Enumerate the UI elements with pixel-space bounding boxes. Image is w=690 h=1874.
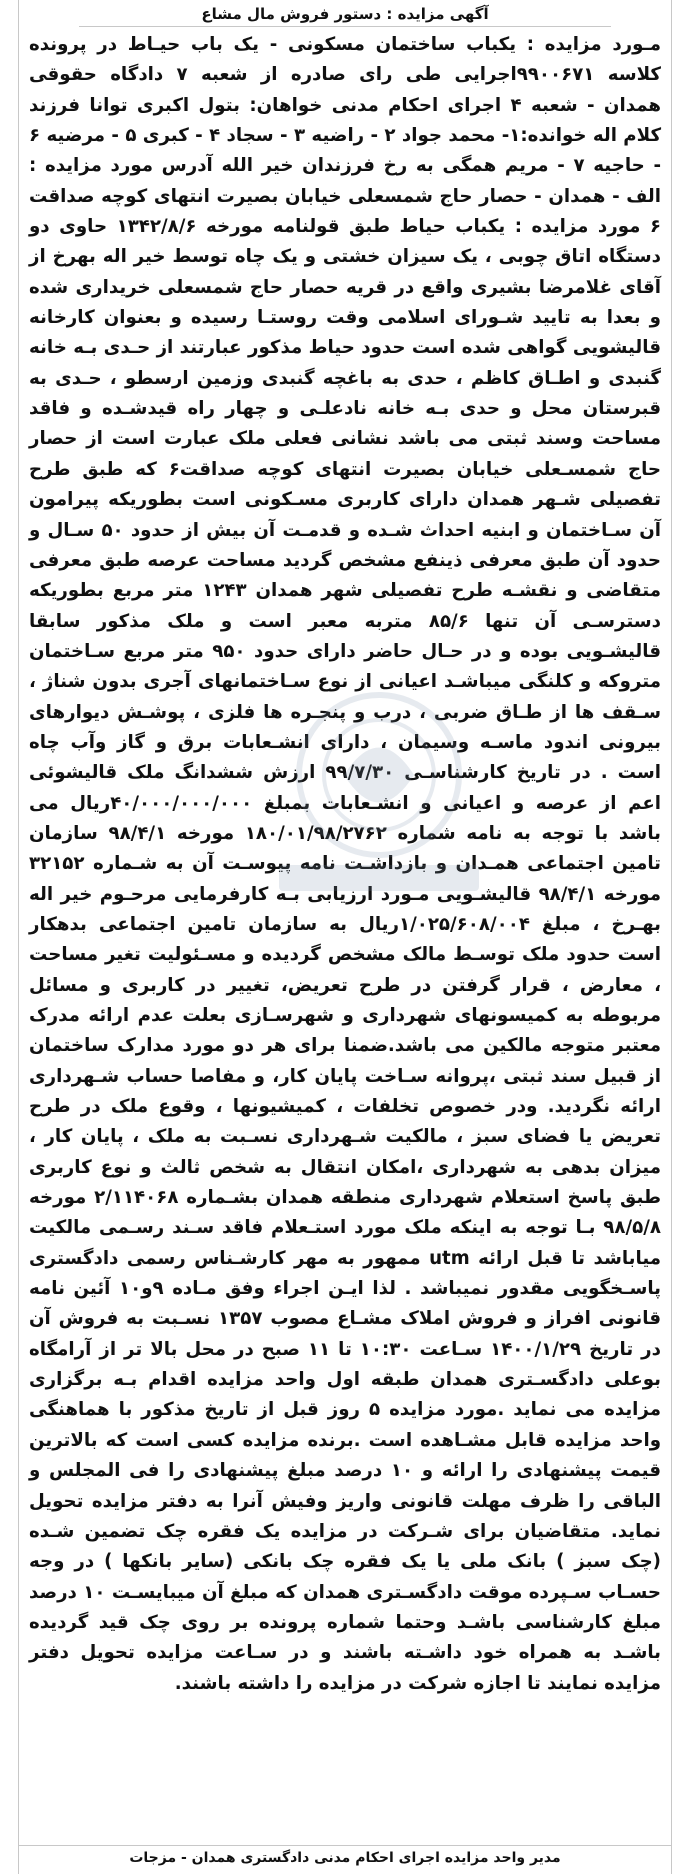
notice-page <box>18 0 672 1874</box>
notice-title: آگهی مزایده : دستور فروش مال مشاع <box>79 2 611 27</box>
notice-footer-signature: مدیر واحد مزایده اجرای احکام مدنی دادگستری همدان - مزجات <box>19 1845 671 1870</box>
notice-body: مـورد مزایده : یکباب ساختمان مسکونی - یک باب حیـاط در پرونده کلاسه ۹۹۰۰۶۷۱اجرایی طی رای صادره از شعبه ۷ دادگاه حقوقی همدان - شعبه ۴ اجرای احکام مدنی خواهان: بتول اکبری توانا فرزند کلام اله خوانده:۱- محمد جواد ۲ - راضیه ۳ - سجاد ۴ - کبری ۵ - مرضیه ۶ - حاجیه ۷ - مریم همگی به رخ فرزندان خیر الله آدرس مورد مزایده : الف - همدان - حصار حاج شمسعلی خیابان بصیرت انتهای کوچه صداقت ۶ مورد مزایده : یکباب حیاط طبق قولنامه مورخه ۱۳۴۲/۸/۶ حاوی دو دستگاه اتاق چوبی ، یک سیزان خشتی و یک چاه توسط خیر اله بهرخ از آقای غلامرضا بشیری واقع در قریه حصار حاج شمسعلی خریداری شده و بعدا به تایید شـورای اسلامی وقت روستـا رسیده و بعنوان کارخانه قالیشویی گواهی شده است حدود حیاط مذکور عبارتند از حـدی بـه خانه گنبدی و اطـاق کاظم ، حدی به باغچه گنبدی وزمین ارسطو ، حـدی به قبرستان محل و حدی بـه خانه نادعلـی و چهار راه قیدشـده و فاقد مساحت وسند ثبتی می باشد نشانی فعلی ملک عبارت است از حصار حاج شمسـعلی خیابان بصیرت انتهای کوچه صداقت۶ که طبق طرح تفصیلی شـهر همدان دارای کاربری مسـکونی است بطوریکه پیرامون آن سـاختمان و ابنیه احداث شـده و قدمـت آن بیش از حدود ۵۰ سـال و حدود آن طبق معرفی ذینفع مشخص گردید مساحت عرصه طبق معرفی متقاضی و نقشـه طرح تفصیلی شهر همدان ۱۲۴۳ متر مربع بطوریکه دسترسـی آن تنها ۸۵/۶ متربه معبر است و ملک مذکور سابقا قالیشـویی بوده و در حـال حاضر دارای حدود ۹۵۰ متر مربع سـاختمان متروکه و کلنگی میباشـد اعیانی از نوع سـاختمانهای آجری بدون شناژ ، سـقف ها از طـاق ضربی ، درب و پنجـره ها فلزی ، پوشـش دیوارهای بیرونی اندود ماسـه وسیمان ، دارای انشـعابات برق و گاز وآب چاه است . در تاریخ کارشناسـی ۹۹/۷/۳۰ ارزش ششدانگ ملک قالیشوئی اعم از عرصه و اعیانی و انشـعابات بمبلغ ۴۰/۰۰۰/۰۰۰/۰۰۰ریال می باشد با توجه به نامه شماره ۱۸۰/۰۱/۹۸/۲۷۶۲ مورخه ۹۸/۴/۱ سازمان تامین اجتماعی همـدان و بازداشـت نامه پیوسـت آن به شـماره ۳۲۱۵۲ مورخه ۹۸/۴/۱ قالیشـویی مـورد ارزیابی بـه کارفرمایی مرحـوم خیر اله بهـرخ ، مبلغ ۱/۰۲۵/۶۰۸/۰۰۴ریال به سازمان تامین اجتماعی بدهکار است حدود ملک توسـط مالک مشخص گردیده و مسـئولیت تغیر مساحت ، معارض ، قرار گرفتن در طرح تعریض، تغییر در کاربری و مسائل مربوطه به کمیسونهای شهرداری و شهرسـازی بعلت عدم ارائه مدرک معتبر متوجه مالکین می باشد.ضمنا برای هر دو مورد مدارک ساختمان از قبیل سند ثبتی ،پروانه سـاخت پایان کار، و مفاصا حساب شـهرداری ارائه نگردید. ودر خصوص تخلفات ، کمیشیونها ، وقوع ملک در طرح تعریض یا فضای سبز ، مالکیت شـهرداری نسـبت به ملک ، پایان کار ، میزان بدهی به شهرداری ،امکان انتقال به شخص ثالث و نوع کاربری طبق پاسخ استعلام شهرداری منطقه همدان بشـماره ۲/۱۱۴۰۶۸ مورخه ۹۸/۵/۸ بـا توجه به اینکه ملک مورد استـعلام فاقد سـند رسـمی مالکیت میاباشد تا قبل ارائه utm ممهور به مهر کارشـناس رسمی دادگستری پاسـخگویی مقدور نمیباشد . لذا ایـن اجراء وفق مـاده ۹و۱۰ آئین نامه قانونی افراز و فروش املاک مشـاع مصوب ۱۳۵۷ نسـبت به فروش آن در تاریخ ۱۴۰۰/۱/۲۹ سـاعت ۱۰:۳۰ تا ۱۱ صبح در محل بالا تر از آرامگاه بوعلی دادگسـتری همدان طبقه اول واحد مزایده اقدام بـه برگزاری مزایده می نماید .مورد مزایده ۵ روز قبل از تاریخ مذکور با هماهنگی واحد مزایده قابل مشـاهده است .برنده مزایده کسی است که بالاترین قیمت پیشنهادی را ارائه و ۱۰ درصد مبلغ پیشنهادی را فی المجلس و الباقی را ظرف مهلت قانونی واریز وفیش آنرا به دفتر مزایده تحویل نماید. متقاضیان برای شـرکت در مزایده یک فقره چک تضمین شـده (چک سبز ) بانک ملی یا یک فقره چک بانکی (سایر بانکها ) در وجه حسـاب سـپرده موقت دادگسـتری همدان که مبلغ آن میبایسـت ۱۰ درصد مبلغ کارشناسی باشـد وحتما شماره پرونده بر روی چک قید گردیده باشـد به همراه خود داشـته باشند و در سـاعت مزایده تحویل دفتر مزایده نمایند تا اجازه شرکت در مزایده را داشته باشند. <box>29 34 662 1694</box>
